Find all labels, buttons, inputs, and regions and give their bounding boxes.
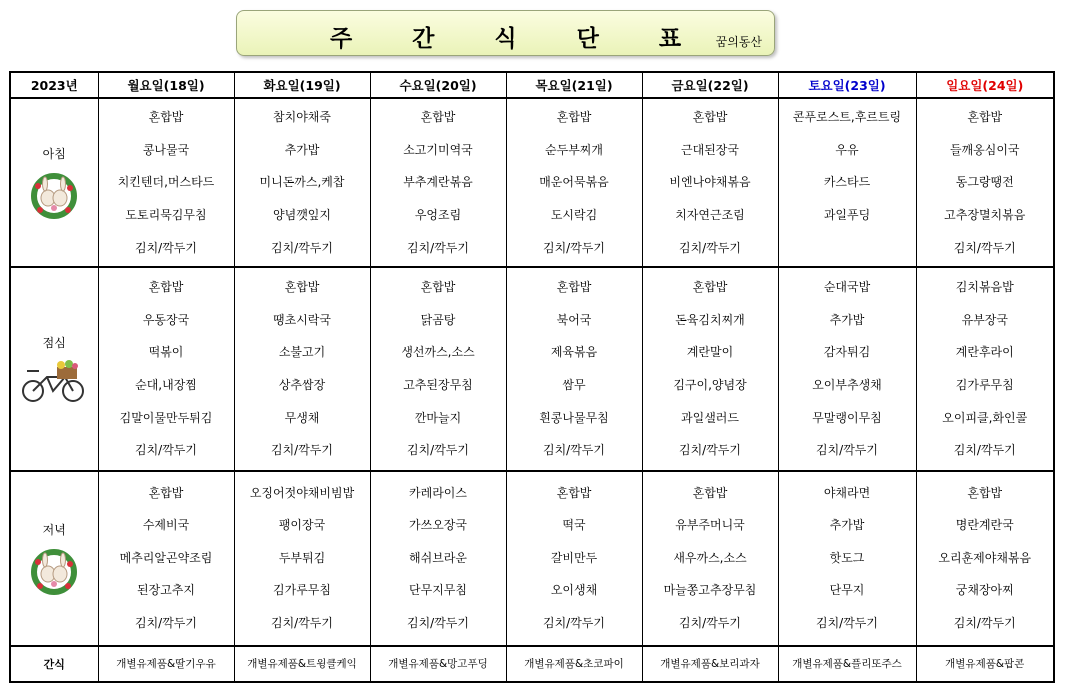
- dish-item: 떡볶이: [148, 345, 184, 360]
- dish-item: 혼합밥: [284, 280, 320, 295]
- dinner-tue: [234, 471, 370, 646]
- day-header-sun: 일요일(24일): [916, 72, 1054, 98]
- dinner-label: 저녁: [42, 522, 66, 537]
- dish-item: 김가루무침: [955, 377, 1014, 392]
- lunch-label: 점심: [42, 336, 66, 351]
- breakfast-row: [10, 98, 1054, 267]
- weekly-menu-table: [9, 71, 1055, 683]
- dish-item: 순대국밥: [823, 280, 871, 295]
- dish-item: 김치/깍두기: [134, 616, 197, 631]
- snack-fri: 개별유제품&보리과자: [642, 646, 778, 682]
- snack-sun: 개별유제품&팝콘: [916, 646, 1054, 682]
- dish-item: 무말랭이무침: [812, 410, 882, 425]
- dish-item: 치자연근조림: [675, 208, 745, 222]
- lunch-sat: [778, 267, 916, 470]
- snack-wed: 개별유제품&망고푸딩: [370, 646, 506, 682]
- dish-item: 카스타드: [823, 175, 871, 190]
- dish-item: 감자튀김: [823, 345, 871, 360]
- dish-item: 김치/깍두기: [815, 616, 878, 631]
- dish-item: 혼합밥: [420, 110, 456, 125]
- snack-thu: 개별유제품&초코파이: [506, 646, 642, 682]
- dish-item: 김치/깍두기: [678, 240, 741, 255]
- dinner-sun: [916, 471, 1054, 646]
- dish-item: 닭곰탕: [420, 312, 456, 327]
- year-header: 2023년: [10, 72, 98, 98]
- dish-item: 단무지무침: [409, 583, 467, 598]
- dish-item: 떡국: [562, 518, 586, 533]
- dinner-mon: [98, 471, 234, 646]
- dish-item: 과일샐러드: [681, 410, 739, 425]
- dish-item: 흰콩나물무침: [539, 410, 609, 425]
- lunch-sun: [916, 267, 1054, 470]
- dish-item: 고추된장무침: [403, 377, 473, 392]
- dish-item: 김치볶음밥: [955, 280, 1014, 295]
- dish-item: 김치/깍두기: [542, 240, 605, 255]
- dish-item: 혼합밥: [967, 485, 1003, 500]
- dish-item: 도시락김: [550, 208, 598, 222]
- dish-item: 유부주머니국: [675, 518, 745, 533]
- dish-item: 갈비만두: [550, 550, 598, 565]
- snack-sat: 개별유제품&플리또주스: [778, 646, 916, 682]
- dish-item: 혼합밥: [148, 110, 184, 125]
- dish-item: 혼합밥: [692, 110, 728, 125]
- lunch-fri: [642, 267, 778, 470]
- day-header-tue: 화요일(19일): [234, 72, 370, 98]
- dish-item: 콘푸로스트,후르트링: [792, 110, 902, 125]
- breakfast-fri: [642, 98, 778, 267]
- dish-item: 메추리알곤약조림: [119, 550, 213, 565]
- dish-item: 돈육김치찌개: [675, 312, 745, 327]
- dish-item: 계란후라이: [955, 345, 1014, 360]
- lunch-row: [10, 267, 1054, 470]
- breakfast-label: 아침: [42, 147, 66, 162]
- dish-item: 부추계란볶음: [403, 175, 473, 190]
- dish-item: 김치/깍두기: [542, 616, 605, 631]
- dinner-fri: [642, 471, 778, 646]
- dish-item: 김치/깍두기: [406, 240, 469, 255]
- dish-item: 생선까스,소스: [401, 345, 475, 360]
- dish-item: 김치/깍두기: [134, 240, 197, 255]
- breakfast-sat: [778, 98, 916, 267]
- dish-item: 궁채장아찌: [955, 583, 1014, 598]
- lunch-thu: [506, 267, 642, 470]
- dish-item: 오이부추생채: [812, 377, 882, 392]
- dish-item: 수제비국: [142, 518, 190, 533]
- meal-label-lunch: [10, 267, 98, 470]
- dish-item: 추가밥: [829, 518, 865, 533]
- dish-item: 김치/깍두기: [678, 616, 741, 631]
- snack-tue: 개별유제품&트윙클케익: [234, 646, 370, 682]
- dish-item: 혼합밥: [148, 280, 184, 295]
- dish-item: 김치/깍두기: [406, 443, 469, 458]
- dish-item: 혼합밥: [556, 280, 592, 295]
- dish-item: 쌈무: [562, 377, 586, 392]
- dish-item: 오징어젓야채비빔밥: [249, 485, 355, 500]
- dinner-row: [10, 471, 1054, 646]
- dish-item: 소불고기: [278, 345, 326, 360]
- dish-item: 혼합밥: [556, 110, 592, 125]
- dish-item: 치킨텐더,머스타드: [117, 175, 215, 190]
- breakfast-tue: [234, 98, 370, 267]
- dish-item: 오이생채: [550, 583, 598, 598]
- dish-item: 혼합밥: [967, 110, 1003, 125]
- dish-item: 근대된장국: [681, 142, 739, 157]
- breakfast-sun: [916, 98, 1054, 267]
- meal-label-snack: 간식: [10, 646, 98, 682]
- lunch-mon: [98, 267, 234, 470]
- dish-item: 혼합밥: [692, 280, 728, 295]
- dish-item: 김치/깍두기: [134, 443, 197, 458]
- institution-name: 꿈의동산: [715, 35, 762, 49]
- dish-item: 우엉조림: [414, 208, 462, 222]
- dish-item: 김치/깍두기: [542, 443, 605, 458]
- breakfast-wed: [370, 98, 506, 267]
- dish-item: 제육볶음: [550, 345, 598, 360]
- dish-item: 유부장국: [961, 312, 1008, 327]
- dish-item: 순두부찌개: [545, 142, 603, 157]
- snack-row: [10, 646, 1054, 682]
- lunch-wed: [370, 267, 506, 470]
- flower-bicycle-icon: [19, 359, 89, 403]
- dish-item: 무생채: [284, 410, 320, 425]
- dish-item: 우동장국: [142, 312, 190, 327]
- dish-item: 추가밥: [284, 142, 320, 157]
- dish-item: 미니돈까스,케찹: [259, 175, 345, 190]
- dish-item: 들깨옹심이국: [949, 142, 1020, 157]
- dish-item: [779, 232, 916, 265]
- dish-item: 김치/깍두기: [953, 240, 1016, 255]
- page-title: 주 간 식 단 표: [329, 26, 708, 52]
- dish-item: 추가밥: [829, 312, 865, 327]
- snack-mon: 개별유제품&딸기우유: [98, 646, 234, 682]
- dish-item: 순대,내장찜: [135, 377, 197, 392]
- dish-item: 혼합밥: [556, 485, 592, 500]
- dish-item: 김치/깍두기: [815, 443, 878, 458]
- dish-item: 혼합밥: [148, 485, 184, 500]
- dish-item: 김치/깍두기: [270, 616, 333, 631]
- day-header-wed: 수요일(20일): [370, 72, 506, 98]
- dish-item: 콩나물국: [142, 142, 190, 157]
- dish-item: 매운어묵볶음: [539, 175, 609, 190]
- dish-item: 가쓰오장국: [409, 518, 467, 533]
- dish-item: 혼합밥: [420, 280, 456, 295]
- dish-item: 해쉬브라운: [409, 550, 467, 565]
- dish-item: 상추쌈장: [278, 377, 326, 392]
- bunny-wreath-icon: [26, 546, 82, 596]
- dish-item: 도토리묵김무침: [125, 208, 207, 222]
- dish-item: 땡초시락국: [273, 312, 331, 327]
- meal-label-breakfast: [10, 98, 98, 267]
- bunny-wreath-icon: [26, 170, 82, 220]
- dish-item: 오이피클,화인콜: [942, 410, 1028, 425]
- meal-label-dinner: [10, 471, 98, 646]
- dinner-wed: [370, 471, 506, 646]
- lunch-tue: [234, 267, 370, 470]
- day-header-thu: 목요일(21일): [506, 72, 642, 98]
- dish-item: 오리훈제야채볶음: [938, 550, 1032, 565]
- dish-item: 팽이장국: [278, 518, 326, 533]
- dish-item: 소고기미역국: [403, 142, 473, 157]
- dish-item: 과일푸딩: [823, 208, 871, 222]
- dish-item: 단무지: [829, 583, 865, 598]
- dish-item: 우유: [835, 142, 859, 157]
- dish-item: 김치/깍두기: [953, 616, 1016, 631]
- dish-item: 마늘쫑고추장무침: [663, 583, 757, 598]
- dish-item: 양념깻잎지: [273, 208, 331, 222]
- dish-item: 깐마늘지: [414, 410, 462, 425]
- dish-item: 김치/깍두기: [270, 240, 333, 255]
- dish-item: 혼합밥: [692, 485, 728, 500]
- breakfast-mon: [98, 98, 234, 267]
- title-banner: [236, 10, 775, 56]
- dish-item: 계란말이: [686, 345, 734, 360]
- dish-item: 김말이물만두튀김: [119, 410, 213, 425]
- dinner-sat: [778, 471, 916, 646]
- dish-item: 동그랑땡전: [955, 175, 1014, 190]
- dish-item: 북어국: [556, 312, 592, 327]
- dish-item: 고추장멸치볶음: [944, 208, 1026, 222]
- dish-item: 김가루무침: [273, 583, 331, 598]
- dish-item: 새우까스,소스: [673, 550, 747, 565]
- dish-item: 비엔나야채볶음: [669, 175, 751, 190]
- day-header-mon: 월요일(18일): [98, 72, 234, 98]
- dish-item: 두부튀김: [278, 550, 326, 565]
- dish-item: 야채라면: [823, 485, 871, 500]
- dish-item: 핫도그: [829, 550, 865, 565]
- dish-item: 카레라이스: [409, 485, 467, 500]
- dinner-thu: [506, 471, 642, 646]
- header-row: [10, 72, 1054, 98]
- dish-item: 김치/깍두기: [678, 443, 741, 458]
- dish-item: 김치/깍두기: [270, 443, 333, 458]
- dish-item: 김치/깍두기: [953, 443, 1016, 458]
- dish-item: 된장고추지: [137, 583, 195, 598]
- dish-item: 참치야채죽: [273, 110, 331, 125]
- dish-item: 김치/깍두기: [406, 616, 469, 631]
- day-header-sat: 토요일(23일): [778, 72, 916, 98]
- breakfast-thu: [506, 98, 642, 267]
- dish-item: 김구이,양념장: [673, 377, 747, 392]
- day-header-fri: 금요일(22일): [642, 72, 778, 98]
- dish-item: 명란계란국: [955, 518, 1014, 533]
